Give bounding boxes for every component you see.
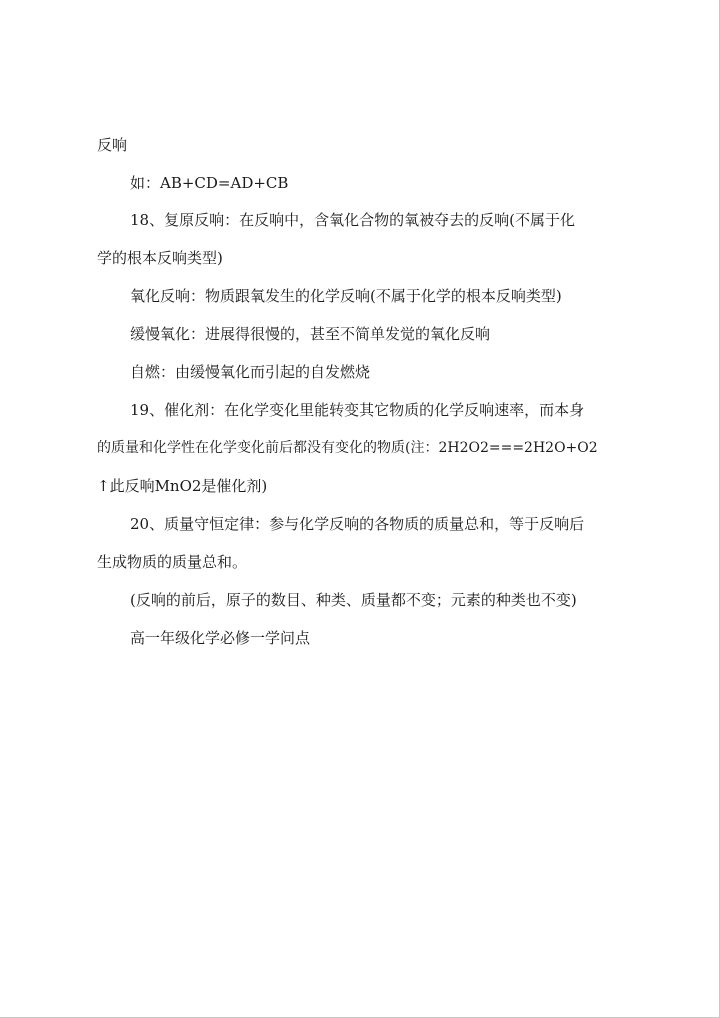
text-line-10: ↑此反响MnO2是催化剂) <box>97 477 268 495</box>
text-line-2: 如：AB+CD=AD+CB <box>130 174 289 192</box>
text-line-4: 学的根本反响类型) <box>97 249 223 267</box>
text-line-14: 高一年级化学必修一学问点 <box>130 629 311 647</box>
text-line-8: 19、催化剂：在化学变化里能转变其它物质的化学反响速率，而本身 <box>130 401 585 419</box>
text-line-7: 自燃：由缓慢氧化而引起的自发燃烧 <box>130 363 371 381</box>
text-line-11: 20、质量守恒定律：参与化学反响的各物质的质量总和，等于反响后 <box>130 515 585 533</box>
text-line-13: (反响的前后，原子的数目、种类、质量都不变；元素的种类也不变) <box>130 591 577 609</box>
text-line-5: 氧化反响：物质跟氧发生的化学反响(不属于化学的根本反响类型) <box>130 287 562 305</box>
text-line-1: 反响 <box>97 136 128 154</box>
text-line-6: 缓慢氧化：进展得很慢的，甚至不简单发觉的氧化反响 <box>130 325 491 343</box>
text-line-3: 18、复原反响：在反响中，含氧化合物的氧被夺去的反响(不属于化 <box>130 211 575 229</box>
text-line-12: 生成物质的质量总和。 <box>97 553 248 571</box>
text-line-9: 的质量和化学性在化学变化前后都没有变化的物质(注：2H2O2===2H2O+O2 <box>97 440 598 456</box>
